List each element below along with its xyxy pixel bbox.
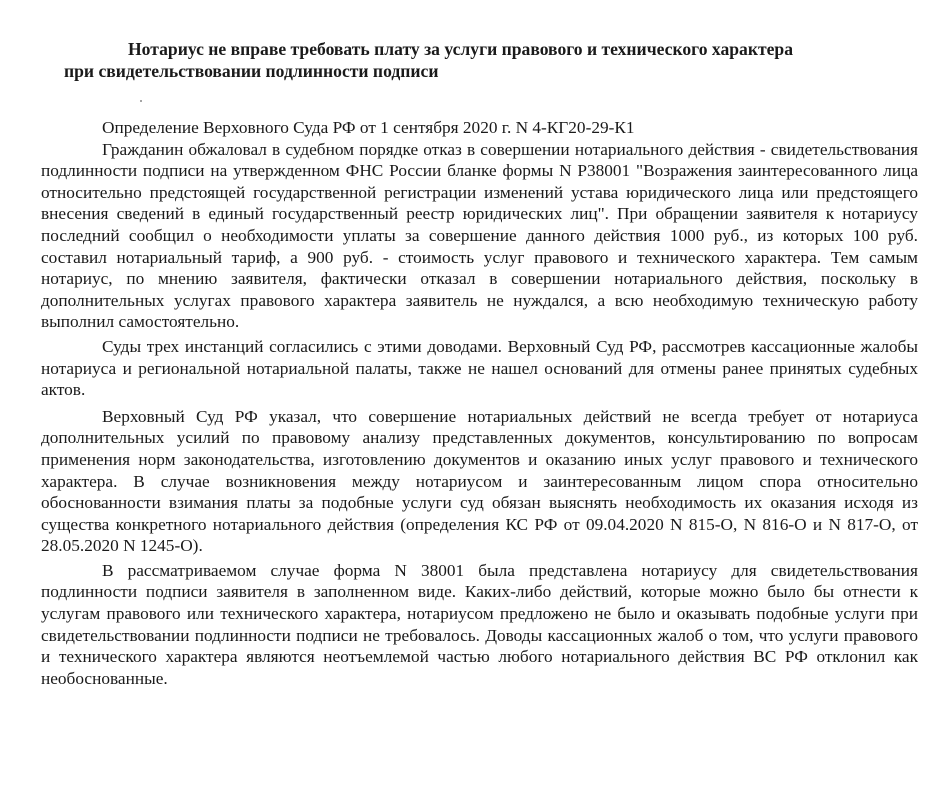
court-ruling-reference: Определение Верховного Суда РФ от 1 сентября 2020 г. N 4-КГ20-29-К1 — [102, 118, 635, 137]
paragraph-courts: Суды трех инстанций согласились с этими доводами. Верховный Суд РФ, рассмотрев кассационные жалобы нотариуса и региональной нотариальной палаты, также не нашел оснований для отмены ранее принятых судебных актов. — [41, 336, 918, 400]
paragraph-conclusion: В рассматриваемом случае форма N 38001 была представлена нотариусу для свидетельствования подлинности подписи заявителя в заполненном виде. Каких-либо действий, которые можно было бы отнести к услугам правового или технического характера, нотариусом предложено не было и оказывать подобные услуги при свидетельствовании подлинности подписи не требовалось. Доводы кассационных жалоб о том, что услуги правового и технического характера являются неотъемлемой частью любого нотариального действия ВС РФ отклонил как необоснованные. — [41, 560, 918, 688]
paragraph-supreme-court-position: Верховный Суд РФ указал, что совершение нотариальных действий не всегда требует от нотариуса дополнительных усилий по правовому анализу представленных документов, консультированию по вопросам применения норм законодательства, изготовлению документов и оказанию иных услуг правового и технического характера. В случае возникновения между нотариусом и заинтересованным лицом спора относительно обоснованности взимания платы за подобные услуги суд обязан выяснять необходимость их оказания исходя из существа конкретного нотариального действия (определения КС РФ от 09.04.2020 N 815-О, N 816-О и N 817-О, от 28.05.2020 N 1245-О). — [41, 406, 918, 556]
document-body — [41, 117, 918, 689]
paragraph-facts: Гражданин обжаловал в судебном порядке отказ в совершении нотариального действия - свидетельствования подлинности подписи на утвержденном ФНС России бланке формы N Р38001 "Возражения заинтересованного лица относительно предстоящей государственной регистрации изменений устава юридического лица или предстоящего внесения сведений в единый государственный реестр юридических лиц". При обращении заявителя к нотариусу последний сообщил о необходимости уплаты за совершение данного действия 1000 руб., из которых 100 руб. составил нотариальный тариф, а 900 руб. - стоимость услуг правового и технического характера. Тем самым нотариус, по мнению заявителя, фактически отказал в совершении нотариального действия, поскольку в дополнительных услугах правового характера заявитель не нуждался, а всю необходимую техническую работу выполнил самостоятельно. — [41, 139, 918, 332]
title-line-2: при свидетельствовании подлинности подписи — [64, 61, 439, 81]
document-title — [64, 38, 924, 82]
scan-speck — [140, 100, 142, 102]
title-line-1: Нотариус не вправе требовать плату за услуги правового и технического характера — [128, 39, 794, 59]
